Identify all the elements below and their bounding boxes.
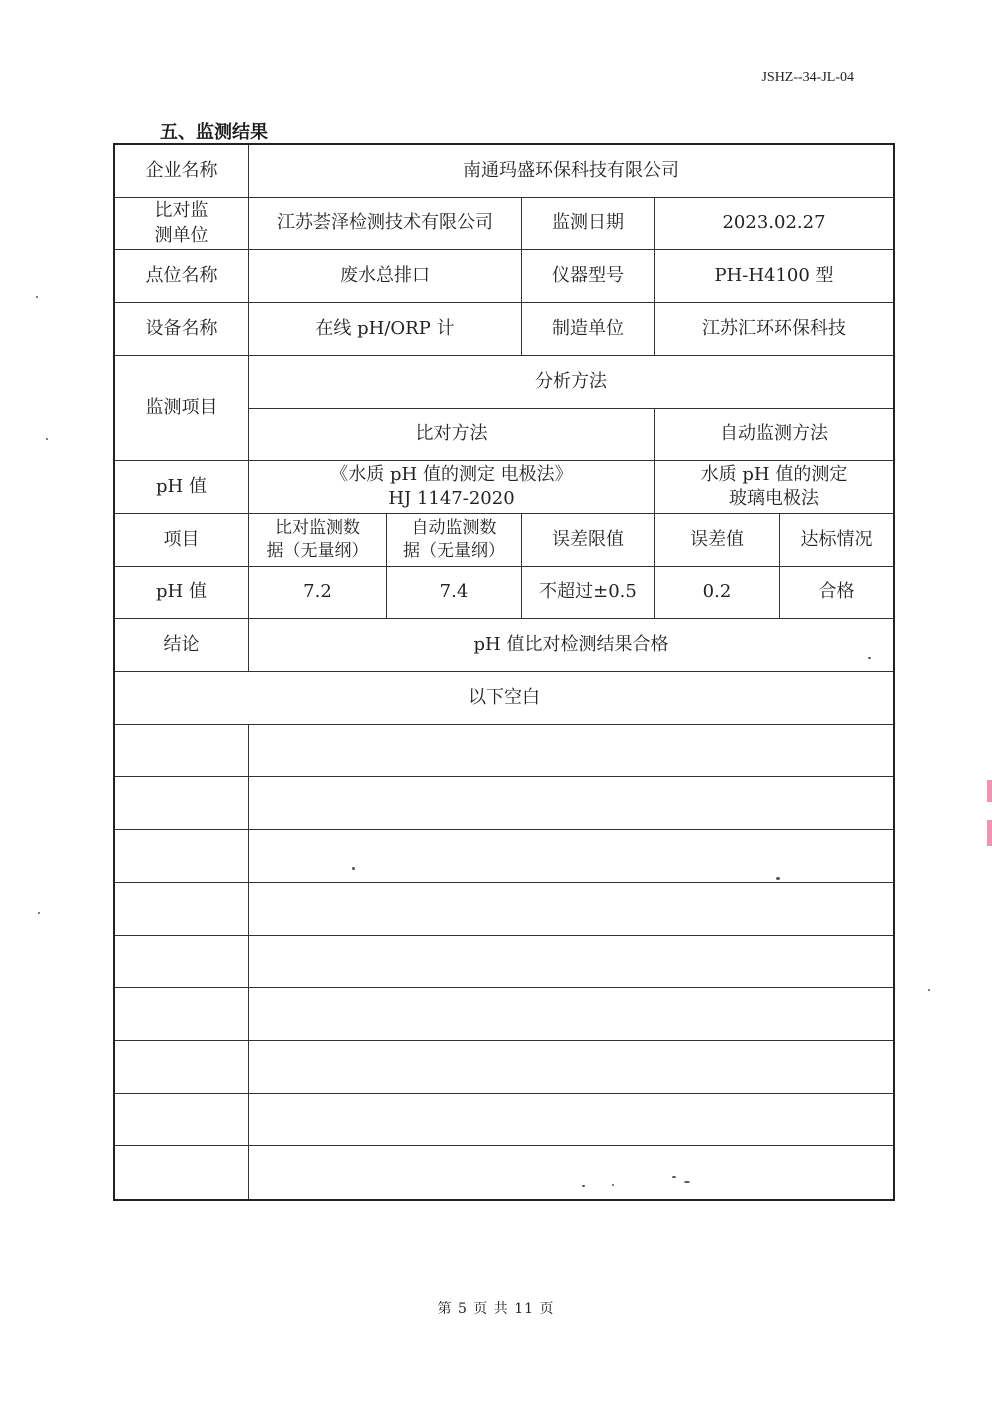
page-number: 第 5 页 共 11 页 <box>437 1301 555 1317</box>
maker-label: 制造单位 <box>522 303 655 356</box>
document-code: JSHZ--34-JL-04 <box>761 70 854 85</box>
empty-cell <box>249 1146 893 1199</box>
scan-speck <box>672 1176 676 1178</box>
empty-cell <box>115 1041 249 1094</box>
scan-speck <box>612 1184 614 1186</box>
scan-speck <box>46 438 48 440</box>
col-compliance-header: 达标情况 <box>780 514 893 567</box>
scan-speck <box>868 657 871 659</box>
empty-cell <box>115 988 249 1041</box>
site-value: 废水总排口 <box>249 250 522 303</box>
enterprise-value: 南通玛盛环保科技有限公司 <box>249 145 893 198</box>
compare-method-value: 《水质 pH 值的测定 电极法》 HJ 1147-2020 <box>249 461 655 514</box>
compliance-cell: 合格 <box>780 567 893 620</box>
scan-speck <box>776 877 780 880</box>
edge-mark <box>987 820 992 846</box>
compare-unit-label: 比对监 测单位 <box>115 198 249 251</box>
compare-data-cell: 7.2 <box>249 567 387 620</box>
scan-speck <box>352 867 355 870</box>
col-auto-data-header: 自动监测数 据（无量纲） <box>387 514 522 567</box>
scan-speck <box>928 989 930 991</box>
item-label: 监测项目 <box>115 356 249 461</box>
edge-mark <box>987 780 992 802</box>
scan-speck <box>582 1185 585 1187</box>
blank-notice: 以下空白 <box>115 672 893 725</box>
col-item-header: 项目 <box>115 514 249 567</box>
model-label: 仪器型号 <box>522 250 655 303</box>
error-limit-cell: 不超过±0.5 <box>522 567 655 620</box>
empty-cell <box>115 1146 249 1199</box>
error-value-cell: 0.2 <box>655 567 780 620</box>
empty-cell <box>115 725 249 778</box>
maker-value: 江苏汇环环保科技 <box>655 303 893 356</box>
col-compare-data-header: 比对监测数 据（无量纲） <box>249 514 387 567</box>
auto-method-value: 水质 pH 值的测定 玻璃电极法 <box>655 461 893 514</box>
device-value: 在线 pH/ORP 计 <box>249 303 522 356</box>
auto-method-label: 自动监测方法 <box>655 409 893 462</box>
device-label: 设备名称 <box>115 303 249 356</box>
empty-cell <box>249 830 893 883</box>
date-label: 监测日期 <box>522 198 655 251</box>
date-value: 2023.02.27 <box>655 198 893 251</box>
empty-cell <box>249 725 893 778</box>
compare-unit-value: 江苏荟泽检测技术有限公司 <box>249 198 522 251</box>
empty-cell <box>249 883 893 936</box>
analysis-method-label: 分析方法 <box>249 356 893 409</box>
col-error-limit-header: 误差限值 <box>522 514 655 567</box>
enterprise-label: 企业名称 <box>115 145 249 198</box>
conclusion-value: pH 值比对检测结果合格 <box>249 619 893 672</box>
row-item-cell: pH 值 <box>115 567 249 620</box>
empty-cell <box>249 1041 893 1094</box>
scan-speck <box>684 1181 690 1183</box>
auto-data-cell: 7.4 <box>387 567 522 620</box>
compare-method-label: 比对方法 <box>249 409 655 462</box>
ph-label: pH 值 <box>115 461 249 514</box>
col-error-value-header: 误差值 <box>655 514 780 567</box>
empty-cell <box>115 830 249 883</box>
scan-speck <box>36 296 38 298</box>
empty-cell <box>115 777 249 830</box>
empty-cell <box>249 777 893 830</box>
section-title: 五、监测结果 <box>160 122 268 143</box>
empty-cell <box>249 1094 893 1147</box>
empty-cell <box>115 936 249 989</box>
conclusion-label: 结论 <box>115 619 249 672</box>
empty-cell <box>115 1094 249 1147</box>
site-label: 点位名称 <box>115 250 249 303</box>
empty-cell <box>249 936 893 989</box>
scan-speck <box>38 912 40 914</box>
monitoring-results-table <box>113 143 895 1201</box>
model-value: PH-H4100 型 <box>655 250 893 303</box>
empty-cell <box>115 883 249 936</box>
empty-cell <box>249 988 893 1041</box>
